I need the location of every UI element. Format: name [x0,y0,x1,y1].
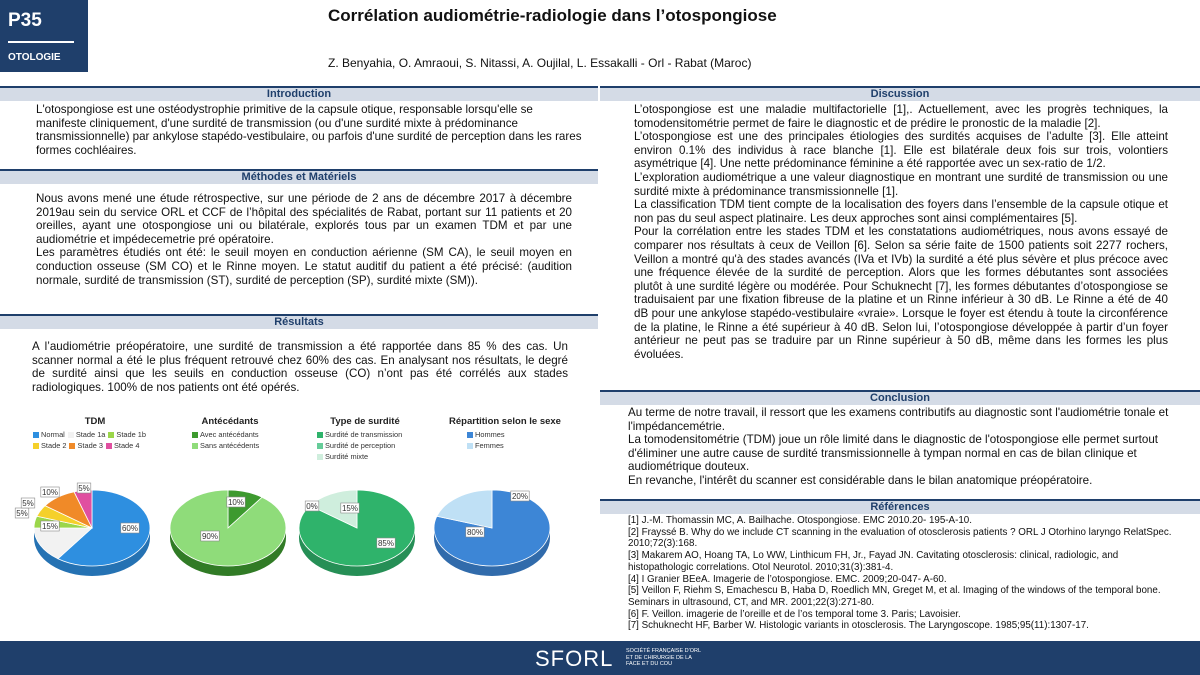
references-heading: Références [600,499,1200,514]
poster-badge [0,0,88,72]
sforl-logo: SFORL [535,646,614,671]
data-label: 15% [341,504,359,513]
legend-label: Avec antécédants [200,430,259,439]
legend-swatch [108,432,114,438]
methods-paragraph-2: Les paramètres étudiés ont été: le seuil moyen en conduction aérienne (SM CA), le seuil moyen en conduction osseuse (SM CO) et le Rinne moyen. Le statut auditif du patient a été précisé: (audition normale, surdité de transmission (ST), surdité de perception (SP), surdité mixte (SM)). [36,246,572,287]
legend-surdite [317,429,427,462]
legend-swatch [467,443,473,449]
sforl-subtitle: SOCIÉTÉ FRANÇAISE D'ORL ET DE CHIRURGIE DE LA FACE ET DU COU [626,648,701,667]
pie-chart [15,483,150,576]
legend-label: Stade 1a [75,430,106,439]
data-label: 85% [377,539,395,548]
specialty-label: OTOLOGIE [8,52,61,63]
reference-item: [7] Schuknecht HF, Barber W. Histologic variants in otosclerosis. The Laryngoscope. 1985;95(11):1307-17. [628,620,1089,632]
legend-label: Hommes [475,430,505,439]
legend-item [69,440,102,451]
data-label: 90% [201,532,219,541]
legend-swatch [317,443,323,449]
legend-swatch [69,443,75,449]
chart-title-tdm: TDM [84,416,106,427]
reference-item: [5] Veillon F, Riehm S, Emachescu B, Haba D, Roedlich MN, Greget M, et al. Imaging of the windows of the temporal bone. Seminars in ultrasound, CT, and MR. 2001;22(3):271-80. [628,585,1161,608]
discussion-paragraph: L’otospongiose est une des principales étiologies des surdités acquises de l’adulte [3]. Elle atteint environ 0.1% des individus à race blanche [1]. Elle est bilatérale deux fois sur trois, volontiers asymétrique [4]. Une nette prédominance féminine a été rapportée avec un sex-ratio de 1/2. [634,130,1168,171]
legend-swatch [192,443,198,449]
data-label: 10% [227,498,245,507]
legend-label: Stade 3 [77,441,103,450]
discussion-text [634,103,1168,361]
legend-swatch [317,432,323,438]
reference-item: [3] Makarem AO, Hoang TA, Lo WW, Linthicum FH, Jr., Fayad JN. Cavitating otosclerosis: clinical, radiologic, and histopathologic correlations. Otol Neurotol. 2010;31(3):381-4. [628,550,1119,573]
footer-bar [0,641,1200,675]
legend-swatch [192,432,198,438]
results-heading: Résultats [0,314,598,329]
legend-swatch [317,454,323,460]
data-label: 20% [511,492,529,501]
discussion-heading: Discussion [600,86,1200,101]
methods-paragraph-1: Nous avons mené une étude rétrospective, sur une période de 2 ans de décembre 2017 à décembre 2019au sein du service ORL et CCF de l’hôpital des spécialités de Rabat, portant sur 11 patients et 20 oreilles, ayant une otospongiose uni ou bilatérale, explorés tous par un examen TDM et par une audiométrie et impédecemetrie pré opératoire. [36,192,572,246]
legend-tdm [33,429,159,451]
conclusion-heading: Conclusion [600,390,1200,405]
data-label: 15% [41,522,59,531]
legend-item [467,440,574,451]
pie-chart [434,490,550,576]
legend-label: Normal [41,430,65,439]
legend-swatch [33,432,39,438]
legend-item [33,429,65,440]
reference-item: [1] J.-M. Thomassin MC, A. Bailhache. Otospongiose. EMC 2010.20- 195-A-10. [628,515,972,526]
legend-swatch [33,443,39,449]
legend-swatch [106,443,112,449]
poster-code: P35 [8,10,42,31]
legend-item [192,440,289,451]
data-label: 5% [78,484,90,493]
pie-chart [170,490,286,576]
legend-item [317,429,424,440]
data-label: 5% [22,499,34,508]
legend-label: Femmes [475,441,504,450]
results-text: A l’audiométrie préopératoire, une surdité de transmission a été rapportée dans 85 % des cas. Un scanner normal a été le plus fréquent retrouvé chez 60% des cas. En analysant nos résultats, le degré de surdité ainsi que les seuils en conduction osseuse (CO) n’ont pas été corrélés aux stades radiologiques. 100% de nos patients ont été opérés. [32,340,568,394]
legend-label: Surdité de perception [325,441,396,450]
chart-title-antecedants: Antécédants [201,416,259,427]
introduction-heading: Introduction [0,86,598,101]
conclusion-paragraph: Au terme de notre travail, il ressort que les examens contributifs au diagnostic sont l'audiométrie tonale et l'impédancemétrie. [628,406,1169,433]
legend-item [108,429,146,440]
reference-item: [6] F. Veillon. imagerie de l’oreille et de l’os temporal tome 3. Paris; Lavoisier. [628,608,961,620]
legend-swatch [68,432,74,438]
authors-line: Z. Benyahia, O. Amraoui, S. Nitassi, A. Oujilal, L. Essakalli - Orl - Rabat (Maroc) [328,56,752,70]
legend-label: Stade 1b [116,430,147,439]
poster-title: Corrélation audiométrie-radiologie dans l’otospongiose [328,6,777,25]
data-label: 10% [41,488,59,497]
legend-label: Surdité mixte [325,452,369,461]
chart-title-surdite: Type de surdité [330,416,400,427]
legend-item [192,429,289,440]
references-list [628,515,1183,632]
discussion-paragraph: L’otospongiose est une maladie multifactorielle [1],. Actuellement, avec les progrès techniques, la tomodensitométrie permet de faire le diagnostic et de prédire le pronostic de la maladie [2]. [634,103,1168,130]
legend-item [467,429,574,440]
conclusion-paragraph: En revanche, l'intérêt du scanner est considérable dans le bilan anatomique préopératoire. [628,473,1093,487]
data-label: 5% [16,509,28,518]
methods-heading: Méthodes et Matériels [0,169,598,184]
discussion-paragraph: La classification TDM tient compte de la localisation des foyers dans l’ensemble de la capsule otique et non pas du seul aspect platinaire. Les deux approches sont ainsi complémentaires [5]. [634,198,1168,225]
legend-label: Stade 2 [41,441,67,450]
pie-chart [299,490,415,576]
chart-title-sexe: Répartition selon le sexe [449,416,561,427]
pie-charts [0,470,600,590]
legend-label: Surdité de transmission [325,430,403,439]
reference-item: [2] Frayssé B. Why do we include CT scanning in the evaluation of otosclerosis patients ? ORL J Otorhino laryngo RelatSpec. 2010;72(3):168. [628,526,1172,550]
data-label: 0% [306,502,318,511]
legend-swatch [467,432,473,438]
conclusion-text [628,406,1173,488]
legend-item [106,440,139,451]
data-label: 80% [466,528,484,537]
reference-item: [4] I Granier BEeA. Imagerie de l’otospongiose. EMC. 2009;20-047- A-60. [628,573,947,585]
legend-label: Sans antécédents [200,441,260,450]
legend-item [68,429,106,440]
data-label: 60% [121,524,139,533]
discussion-paragraph: Pour la corrélation entre les stades TDM et les constatations audiométriques, nous avons essayé de comparer nos résultats à ceux de Veillon [6]. Selon sa série faite de 1500 patients soit 2277 rochers, Veillon a montré qu'à des stades avancés (IVa et IVb) la surdité a été plus sévère et plus précoce avec une fréquence élevée de la surdité de perception. Alors que les formes débutantes sont associées plutôt à une surdité légère ou modérée. Pour Schuknecht [7], les formes débutantes d’otospongiose se traduisaient par une fixation fibreuse de la platine et un Rinne inférieur à 30 dB. Le Rinne a été de 40 dB pour une ankylose stapédo-vestibulaire «vraie». Lorsque le foyer est étendu à toute la circonférence de la platine, le Rinne a été supérieur à 40 dB. Selon lui, l’otospongiose développée à partir d’un foyer antérieur ne peut pas se traduire par un Rinne supérieur à 50 dB, même dans les formes les plus évoluées. [634,225,1168,361]
discussion-paragraph: L’exploration audiométrique a une valeur diagnostique en montrant une surdité de transmission ou une surdité mixte à prédominance transmissionnelle [1]. [634,170,1168,198]
legend-item [317,440,424,451]
legend-item [33,440,66,451]
introduction-text: L'otospongiose est une ostéodystrophie primitive de la capsule otique, responsable lorsqu'elle se manifeste cliniquement, d'une surdité de transmission (ou d'une surdité mixte à prédominance transmissionnelle) par ankylose stapédo-vestibulaire, ou parfois d'une surdité de perception dans les rares formes cochléaires. [36,103,582,157]
legend-antecedants [192,429,292,451]
conclusion-paragraph: La tomodensitométrie (TDM) joue un rôle limité dans le diagnostic de l'otospongiose elle permet surtout d'éliminer une autre cause de surdité transmissionnelle à tympan normal en cas de bilan clinique et audiométrique douteux. [628,433,1159,474]
badge-divider [8,41,74,43]
legend-label: Stade 4 [113,441,140,450]
legend-sexe [467,429,577,451]
legend-item [317,451,424,462]
methods-text [36,192,572,287]
